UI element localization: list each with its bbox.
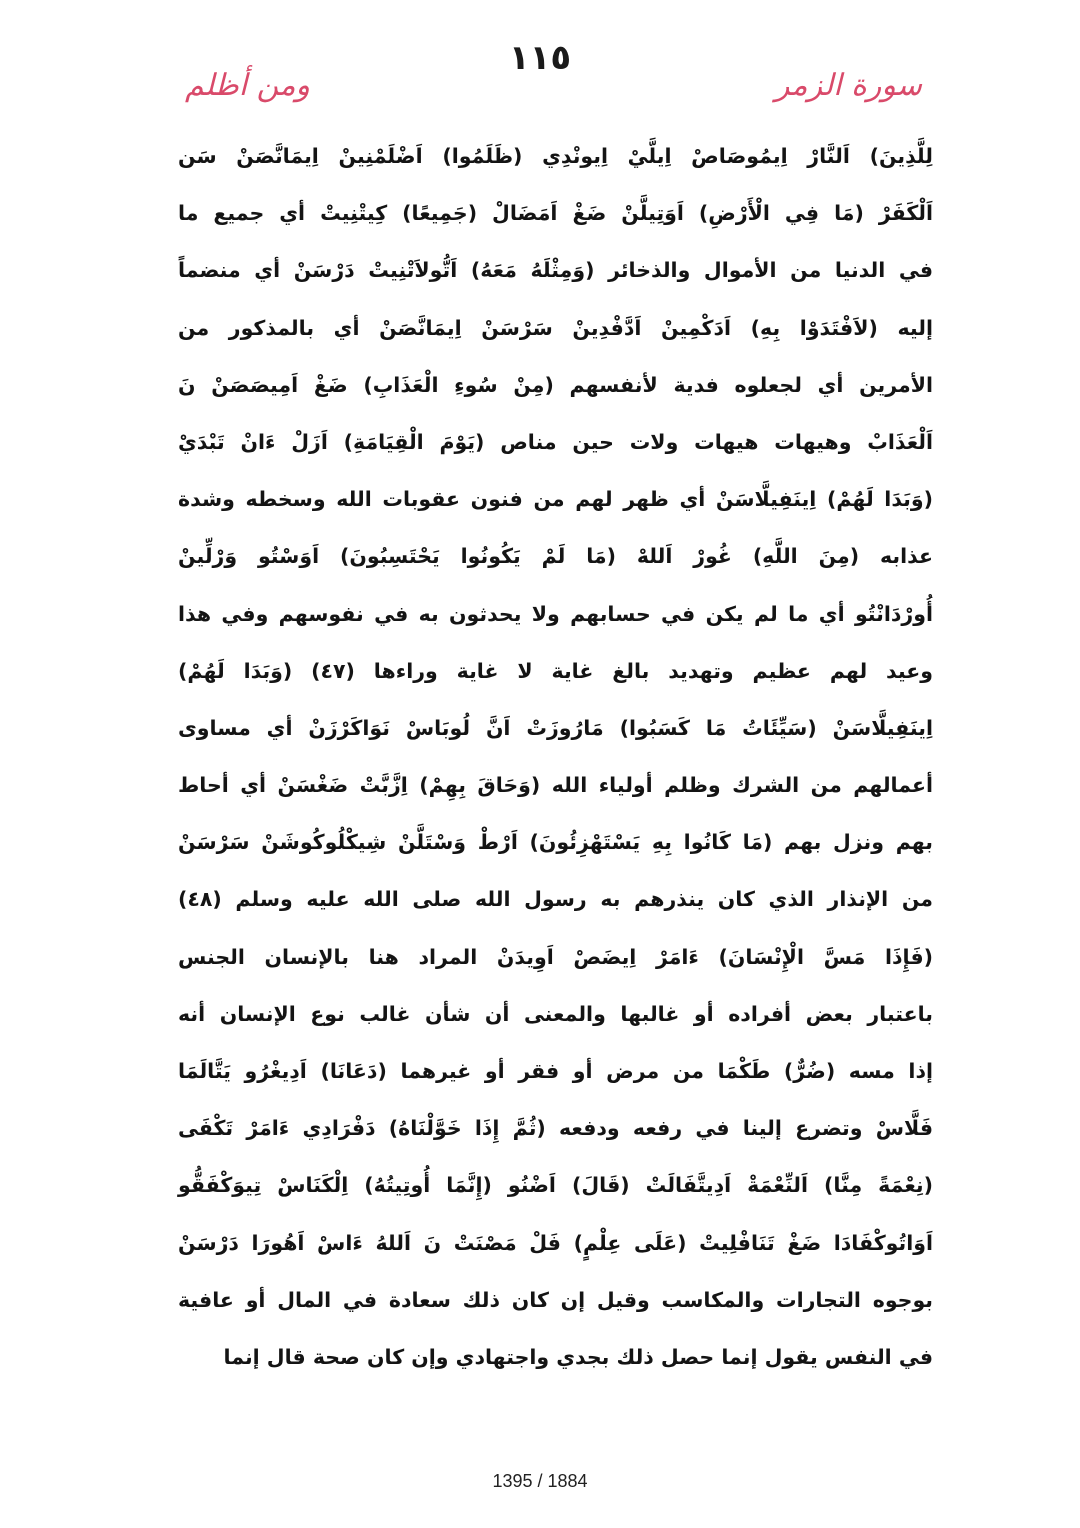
text-line: أعمالهم من الشرك وظلم أولياء الله (وَحَاقَ بِهِمْ) اِزَّبَّتْ ضَغْسَنْ أي أحاط [178, 773, 933, 798]
text-line: باعتبار بعض أفراده أو غالبها والمعنى أن شأن غالب نوع الإنسان أنه [178, 1001, 933, 1026]
text-line: في النفس يقول إنما حصل ذلك بجدي واجتهادي وإن كان صحة قال إنما [223, 1344, 933, 1369]
text-line: اَوَاتُوكْفَادَا ضَغْ تَنَافْلِيتْ (عَلَى عِلْمٍ) فَلْ مَصْنَتْ نَ اَللهُ ءَاسْ اَهُورَا دَرْسَنْ [178, 1230, 933, 1255]
surah-name: سورة الزمر [774, 68, 922, 103]
text-line: وعيد لهم عظيم وتهديد بالغ غاية لا غاية وراءها (٤٧) (وَبَدَا لَهُمْ) [178, 658, 933, 683]
text-line: (وَبَدَا لَهُمْ) اِينَفِيلَّاسَنْ أي ظهر لهم من فنون عقوبات الله وسخطه وشدة [178, 487, 933, 512]
text-line: إليه (لاَفْتَدَوْا بِهِ) اَدَكْمِينْ اَدَّفْدِينْ سَرْسَنْ اِيمَانَّصَنْ أي بالمذكور من [178, 315, 933, 340]
text-line: إذا مسه (ضُرٌّ) طَكْمَا من مرض أو فقر أو غيرهما (دَعَانَا) اَدِيغْرُو يَتَّالَمَا [178, 1059, 933, 1083]
text-line: الأمرين أي لجعلوه فدية لأنفسهم (مِنْ سُوءِ الْعَذَابِ) ضَغْ اَمِيصَصَنْ نَ [178, 372, 933, 397]
text-line: بوجوه التجارات والمكاسب وقيل إن كان ذلك سعادة في المال أو عافية [178, 1287, 933, 1312]
text-line: في الدنيا من الأموال والذخائر (وَمِثْلَهُ مَعَهُ) اَتُّولاَتْنِيتْ دَرْسَنْ أي منضماً [178, 258, 933, 283]
text-line: (نِعْمَةً مِنَّا) اَلنِّعْمَةْ اَدِيتَّفَالَتْ (قَالَ) اَضْنُو (إِنَّمَا أُوتِيتُهُ) اِلْكَنَاسْ تِيوَكْفَقُّو [178, 1173, 933, 1198]
pdf-page-counter: 1395 / 1884 [492, 1471, 588, 1491]
text-line: عذابه (مِنَ اللَّهِ) غُورْ اَللهْ (مَا لَمْ يَكُونُوا يَحْتَسِبُونَ) اَوَسْتُو وَرْلِّينْ [178, 544, 933, 569]
text-line: لِلَّذِينَ) اَلنَّارْ اِيمُوصَاصْ اِيلَّيْ اِيونْدِي (ظَلَمُوا) اَضْلَمْنِينْ اِيمَانَّصَنْ سَن [178, 144, 933, 168]
text-line: اَلْعَذَابْ وهيهات هيهات ولات حين مناص (يَوْمَ الْقِيَامَةِ) اَزَلْ ءَانْ تَبْدَيْ [178, 429, 933, 454]
text-line: (فَإِذَا مَسَّ الْإِنْسَانَ) ءَامَرْ اِيضَصْ اَوِيدَنْ المراد هنا بالإنسان الجنس [178, 944, 933, 969]
text-line: بهم ونزل بهم (مَا كَانُوا بِهِ يَسْتَهْزِئُونَ) اَرْطْ وَسْتَلَّنْ شِيكْلُوكُوشَنْ سَرْسَنْ [178, 830, 933, 855]
text-line: اِينَفِيلَّاسَنْ (سَيِّئَاتُ مَا كَسَبُوا) مَارُوزَتْ اَنَّ لُوبَاسْ نَوَاكَرْزَنْ أي مساوى [178, 715, 933, 740]
section-note: ومن أظلم [185, 68, 311, 103]
page-number: ١١٥ [508, 38, 572, 78]
text-line: فَلَّاسْ وتضرع إلينا في رفعه ودفعه (ثُمَّ إِذَا خَوَّلْنَاهُ) دَفْرَادِي ءَامَرْ تَكْفَى [178, 1116, 933, 1141]
text-line: أُورْدَانْتُو أي ما لم يكن في حسابهم ولا يحدثون به في نفوسهم وفي هذا [178, 601, 933, 626]
body-text [178, 128, 933, 1386]
text-line: اَلْكَفَرْ (مَا فِي الْأَرْضِ) اَوَتِيلَّنْ ضَغْ اَمَضَالْ (جَمِيعًا) كِيتْنِيتْ أي جميع ما [178, 201, 933, 226]
text-line: من الإنذار الذي كان ينذرهم به رسول الله صلى الله عليه وسلم (٤٨) [178, 887, 933, 912]
